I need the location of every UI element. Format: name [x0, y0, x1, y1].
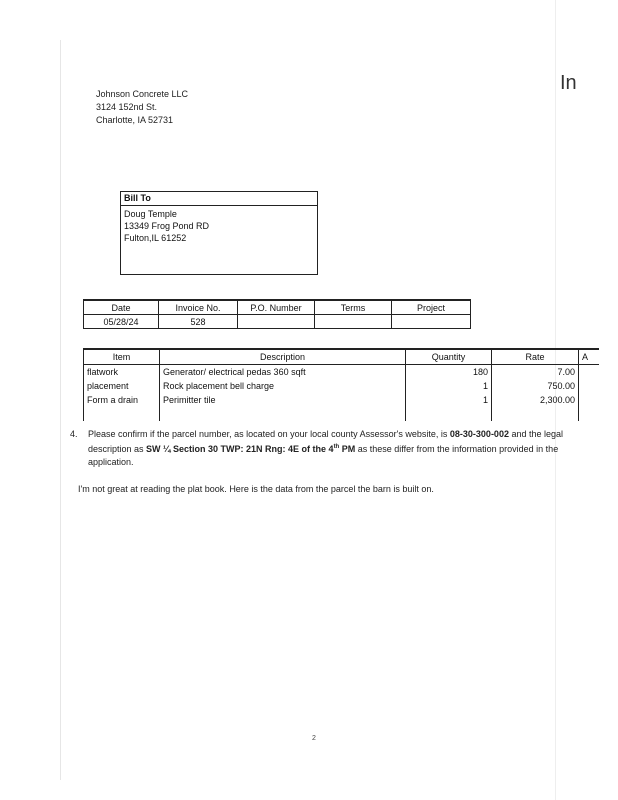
row-item: Form a drain	[84, 393, 160, 407]
row-quantity: 180	[406, 365, 492, 380]
company-city: Charlotte, IA 52731	[96, 115, 174, 125]
legal-meridian: PM	[339, 444, 356, 454]
bill-to-address	[121, 206, 317, 246]
row-description: Generator/ electrical pedas 360 sqft	[160, 365, 406, 380]
company-name: Johnson Concrete LLC	[96, 89, 189, 99]
meta-header-po-number: P.O. Number	[238, 300, 315, 315]
question-number: 4.	[70, 429, 78, 439]
items-header-row	[84, 349, 600, 365]
row-amount	[579, 365, 600, 380]
meta-project	[392, 315, 471, 329]
meta-terms	[315, 315, 392, 329]
table-row	[84, 393, 600, 407]
meta-value-row	[84, 315, 471, 329]
row-description: Rock placement bell charge	[160, 379, 406, 393]
table-row-empty	[84, 407, 600, 421]
invoice-meta-table	[83, 299, 471, 329]
table-row	[84, 365, 600, 380]
empty-cell	[406, 407, 492, 421]
company-street: 3124 152nd St.	[96, 102, 158, 112]
items-header-description: Description	[160, 349, 406, 365]
meta-invoice-no: 528	[159, 315, 238, 329]
meta-header-terms: Terms	[315, 300, 392, 315]
question-text-part1: Please confirm if the parcel number, as located on your local county Assessor's website, is	[88, 429, 450, 439]
bill-to-street: 13349 Frog Pond RD	[124, 221, 210, 231]
bill-to-name: Doug Temple	[124, 209, 177, 219]
company-address-block	[96, 88, 188, 127]
empty-cell	[492, 407, 579, 421]
meta-po-number	[238, 315, 315, 329]
row-item: placement	[84, 379, 160, 393]
row-item: flatwork	[84, 365, 160, 380]
meta-date: 05/28/24	[84, 315, 159, 329]
empty-cell	[160, 407, 406, 421]
meta-header-invoice-no: Invoice No.	[159, 300, 238, 315]
question-4	[70, 428, 570, 469]
meta-header-row	[84, 300, 471, 315]
meta-header-date: Date	[84, 300, 159, 315]
legal-ordinal-suffix: th	[333, 444, 340, 450]
row-description: Perimitter tile	[160, 393, 406, 407]
empty-cell	[84, 407, 160, 421]
items-header-item: Item	[84, 349, 160, 365]
table-row	[84, 379, 600, 393]
row-rate: 7.00	[492, 365, 579, 380]
question-text	[88, 428, 570, 469]
bill-to-city: Fulton,IL 61252	[124, 233, 187, 243]
empty-cell	[579, 407, 600, 421]
invoice-title-fragment: In	[560, 72, 577, 94]
line-items-table	[83, 348, 599, 421]
bill-to-box	[120, 191, 318, 275]
page-number: 2	[312, 735, 316, 742]
question-text-part3: as these differ from the information provided in the application.	[88, 444, 559, 467]
row-rate: 750.00	[492, 379, 579, 393]
row-rate: 2,300.00	[492, 393, 579, 407]
parcel-number: 08-30-300-002	[449, 429, 509, 439]
items-header-amount: A	[579, 349, 600, 365]
scan-edge-left	[60, 40, 61, 780]
answer-text: I'm not great at reading the plat book. Here is the data from the parcel the barn is built on.	[78, 484, 434, 494]
legal-description-text: SW ¼ Section 30 TWP: 21N Rng: 4E of the 4	[146, 444, 334, 454]
row-amount	[579, 379, 600, 393]
items-header-rate: Rate	[492, 349, 579, 365]
question-text-part2: and the legal description as	[88, 429, 563, 454]
meta-header-project: Project	[392, 300, 471, 315]
bill-to-heading: Bill To	[121, 192, 317, 206]
items-header-quantity: Quantity	[406, 349, 492, 365]
row-amount	[579, 393, 600, 407]
row-quantity: 1	[406, 393, 492, 407]
legal-description	[146, 444, 355, 454]
row-quantity: 1	[406, 379, 492, 393]
